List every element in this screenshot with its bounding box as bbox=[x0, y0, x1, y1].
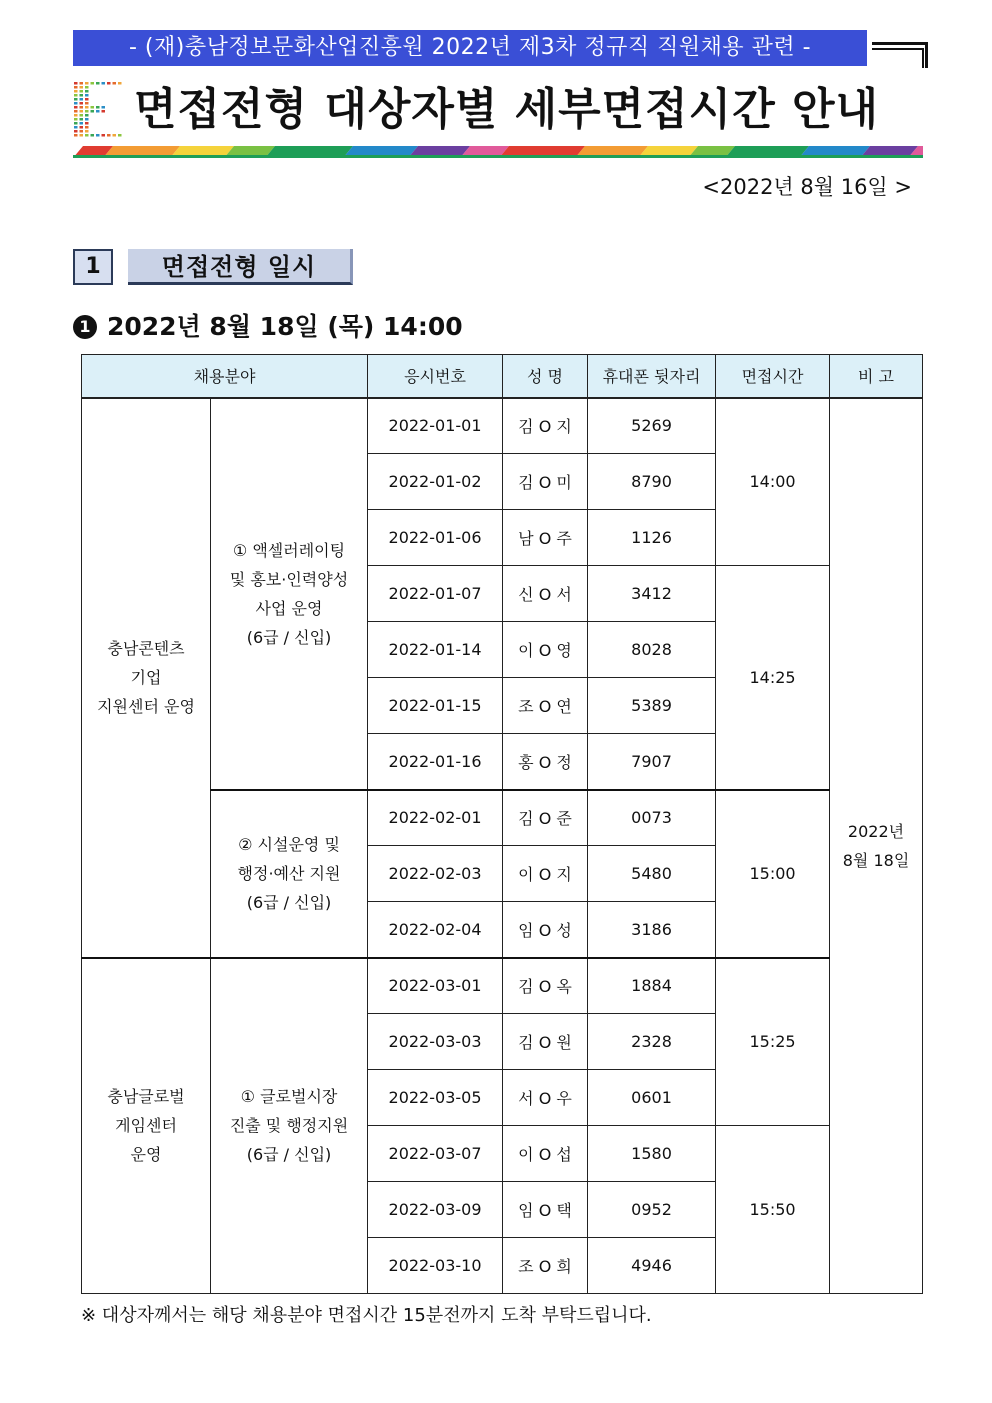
header-field: 채용분야 bbox=[82, 355, 368, 398]
phone-cell: 7907 bbox=[588, 734, 716, 790]
field-cell: ① 글로벌시장 진출 및 행정지원 (6급 / 신입) bbox=[211, 958, 368, 1294]
field-cell: ① 액셀러레이팅 및 홍보·인력양성 사업 운영 (6급 / 신입) bbox=[211, 398, 368, 790]
phone-cell: 0601 bbox=[588, 1070, 716, 1126]
name-cell: 김 O 원 bbox=[503, 1014, 588, 1070]
exam-number-cell: 2022-01-15 bbox=[368, 678, 503, 734]
exam-number-cell: 2022-03-03 bbox=[368, 1014, 503, 1070]
table-header-row bbox=[82, 355, 923, 398]
time-cell: 15:50 bbox=[716, 1126, 830, 1294]
note-cell: 2022년 8월 18일 bbox=[830, 398, 923, 1294]
phone-cell: 5389 bbox=[588, 678, 716, 734]
phone-cell: 2328 bbox=[588, 1014, 716, 1070]
exam-number-cell: 2022-02-03 bbox=[368, 846, 503, 902]
footnote: ※ 대상자께서는 해당 채용분야 면접시간 15분전까지 도착 부탁드립니다. bbox=[81, 1305, 652, 1326]
name-cell: 남 O 주 bbox=[503, 510, 588, 566]
exam-number-cell: 2022-03-07 bbox=[368, 1126, 503, 1182]
name-cell: 이 O 지 bbox=[503, 846, 588, 902]
phone-cell: 1884 bbox=[588, 958, 716, 1014]
header-phone: 휴대폰 뒷자리 bbox=[588, 355, 716, 398]
interview-datetime-text: 2022년 8월 18일 (목) 14:00 bbox=[107, 312, 463, 341]
phone-cell: 8790 bbox=[588, 454, 716, 510]
name-cell: 홍 O 정 bbox=[503, 734, 588, 790]
phone-cell: 0952 bbox=[588, 1182, 716, 1238]
header-exam-no: 응시번호 bbox=[368, 355, 503, 398]
org-cell: 충남콘텐츠 기업 지원센터 운영 bbox=[82, 398, 211, 958]
phone-cell: 5480 bbox=[588, 846, 716, 902]
exam-number-cell: 2022-03-09 bbox=[368, 1182, 503, 1238]
name-cell: 김 O 준 bbox=[503, 790, 588, 846]
time-cell: 15:25 bbox=[716, 958, 830, 1126]
header-time: 면접시간 bbox=[716, 355, 830, 398]
name-cell: 조 O 희 bbox=[503, 1238, 588, 1294]
phone-cell: 1580 bbox=[588, 1126, 716, 1182]
name-cell: 서 O 우 bbox=[503, 1070, 588, 1126]
name-cell: 신 O 서 bbox=[503, 566, 588, 622]
exam-number-cell: 2022-02-01 bbox=[368, 790, 503, 846]
interview-datetime bbox=[73, 309, 673, 345]
org-cell: 충남글로벌 게임센터 운영 bbox=[82, 958, 211, 1294]
exam-number-cell: 2022-01-16 bbox=[368, 734, 503, 790]
interview-schedule-table bbox=[81, 354, 923, 1294]
exam-number-cell: 2022-01-14 bbox=[368, 622, 503, 678]
exam-number-cell: 2022-03-01 bbox=[368, 958, 503, 1014]
exam-number-cell: 2022-03-05 bbox=[368, 1070, 503, 1126]
exam-number-cell: 2022-01-07 bbox=[368, 566, 503, 622]
time-cell: 15:00 bbox=[716, 790, 830, 958]
phone-cell: 3186 bbox=[588, 902, 716, 958]
section-title: 면접전형 일시 bbox=[128, 249, 353, 285]
exam-number-cell: 2022-03-10 bbox=[368, 1238, 503, 1294]
document-date: <2022년 8월 16일 > bbox=[702, 175, 912, 199]
table-row bbox=[82, 398, 923, 454]
header-name: 성 명 bbox=[503, 355, 588, 398]
name-cell: 이 O 영 bbox=[503, 622, 588, 678]
field-cell: ② 시설운영 및 행정·예산 지원 (6급 / 신입) bbox=[211, 790, 368, 958]
phone-cell: 4946 bbox=[588, 1238, 716, 1294]
name-cell: 임 O 성 bbox=[503, 902, 588, 958]
phone-cell: 0073 bbox=[588, 790, 716, 846]
name-cell: 이 O 섭 bbox=[503, 1126, 588, 1182]
number-one-icon: 1 bbox=[73, 315, 97, 339]
name-cell: 김 O 옥 bbox=[503, 958, 588, 1014]
name-cell: 김 O 미 bbox=[503, 454, 588, 510]
name-cell: 김 O 지 bbox=[503, 398, 588, 454]
header-note: 비 고 bbox=[830, 355, 923, 398]
subtitle-banner: - (재)충남정보문화산업진흥원 2022년 제3차 정규직 직원채용 관련 - bbox=[73, 30, 867, 66]
name-cell: 조 O 연 bbox=[503, 678, 588, 734]
exam-number-cell: 2022-01-02 bbox=[368, 454, 503, 510]
corner-bracket-icon bbox=[872, 38, 928, 68]
decorative-stripe bbox=[73, 146, 923, 158]
exam-number-cell: 2022-01-01 bbox=[368, 398, 503, 454]
table-row bbox=[82, 958, 923, 1014]
phone-cell: 8028 bbox=[588, 622, 716, 678]
time-cell: 14:25 bbox=[716, 566, 830, 790]
phone-cell: 3412 bbox=[588, 566, 716, 622]
phone-cell: 1126 bbox=[588, 510, 716, 566]
name-cell: 임 O 택 bbox=[503, 1182, 588, 1238]
page-title: 면접전형 대상자별 세부면접시간 안내 bbox=[134, 84, 880, 135]
exam-number-cell: 2022-01-06 bbox=[368, 510, 503, 566]
time-cell: 14:00 bbox=[716, 398, 830, 566]
exam-number-cell: 2022-02-04 bbox=[368, 902, 503, 958]
phone-cell: 5269 bbox=[588, 398, 716, 454]
logo-icon bbox=[72, 80, 128, 138]
section-number: 1 bbox=[73, 249, 113, 285]
